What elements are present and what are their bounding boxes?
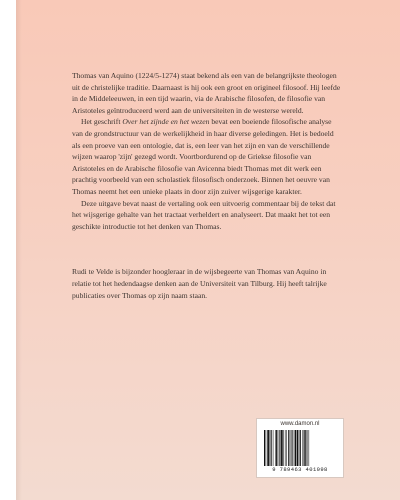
barcode-bar: [290, 430, 291, 466]
blurb-paragraph-2: [72, 116, 344, 197]
barcode-bar: [283, 430, 284, 466]
barcode-bar: [297, 430, 298, 466]
barcode-bar: [307, 430, 308, 466]
barcode-bar: [286, 430, 287, 466]
author-bio: Rudi te Velde is bijzonder hoogleraar in de wijsbegeerte van Thomas van Aquino in relatie tot het hedendaagse denken aan de Universiteit van Tilburg. Hij heeft talrijke publicaties over Thomas op zijn naam staan.: [72, 267, 327, 300]
isbn-digits: 9 789463 401098: [272, 466, 328, 473]
barcode-bar: [279, 430, 280, 466]
barcode-bar: [309, 430, 310, 466]
barcode-bar: [273, 430, 274, 466]
publisher-url: www.damon.nl: [280, 421, 320, 427]
barcode-bar: [292, 430, 293, 466]
barcode-bar: [303, 430, 304, 466]
barcode-bar: [270, 430, 271, 466]
barcode-bar: [275, 430, 276, 466]
barcode-bar: [278, 430, 279, 466]
blurb-paragraph-2-rest: bevat een boeiende filosofische analyse van de grondstructuur van de werkelijkheid in haar diverse geledingen. Het is bedoeld als een proeve van een ontologie, dat is, een leer van het zijn en van de verschillende wijzen waarop 'zijn' gezegd wordt. Voortbordurend op de Griekse filosofie van Aristoteles en de Arabische filosofie van Avicenna biedt Thomas met dit werk een prachtig voorbeeld van een scholastiek filosofisch onderzoek. Binnen het oeuvre van Thomas neemt het een unieke plaats in door zijn zuiver wijsgerige karakter.: [72, 117, 334, 196]
blurb-text: [72, 70, 344, 301]
blurb-paragraph-3: Deze uitgave bevat naast de vertaling ook een uitvoerig commentaar bij de tekst dat het wijsgerige gehalte van het tractaat verheldert en analyseert. Dat maakt het tot een geschikte introductie tot het denken van Thomas.: [72, 198, 336, 231]
barcode-bar: [276, 430, 277, 466]
barcode-bar: [295, 430, 297, 466]
blurb-paragraph-1: Thomas van Aquino (1224/5-1274) staat bekend als een van de belangrijkste theologen uit de christelijke traditie. Daarnaast is hij ook een groot en origineel filosoof. Hij leefde in de Middeleeuwen, in een tijd waarin, via de Arabische filosofen, de filosofie van Aristoteles geïntroduceerd werd aan de universiteiten in de westerse wereld.: [72, 71, 341, 115]
blurb-paragraph-2-start: Het geschrift: [81, 117, 123, 127]
barcode-bar: [285, 430, 286, 466]
barcode-bar: [264, 430, 265, 466]
barcode-bar: [304, 430, 305, 466]
barcode-bar: [267, 430, 269, 466]
barcode-bar: [294, 430, 295, 466]
barcode-bar: [300, 430, 301, 466]
barcode-bar: [271, 430, 272, 466]
barcode-bar: [305, 430, 306, 466]
barcode-bar: [281, 430, 283, 466]
barcode-box: [256, 418, 344, 478]
barcode-bar: [299, 430, 300, 466]
book-title: Over het zijnde en het wezen: [122, 117, 210, 127]
barcode-bar: [266, 430, 267, 466]
barcode-icon: [263, 430, 337, 466]
barcode-bar: [288, 430, 289, 466]
